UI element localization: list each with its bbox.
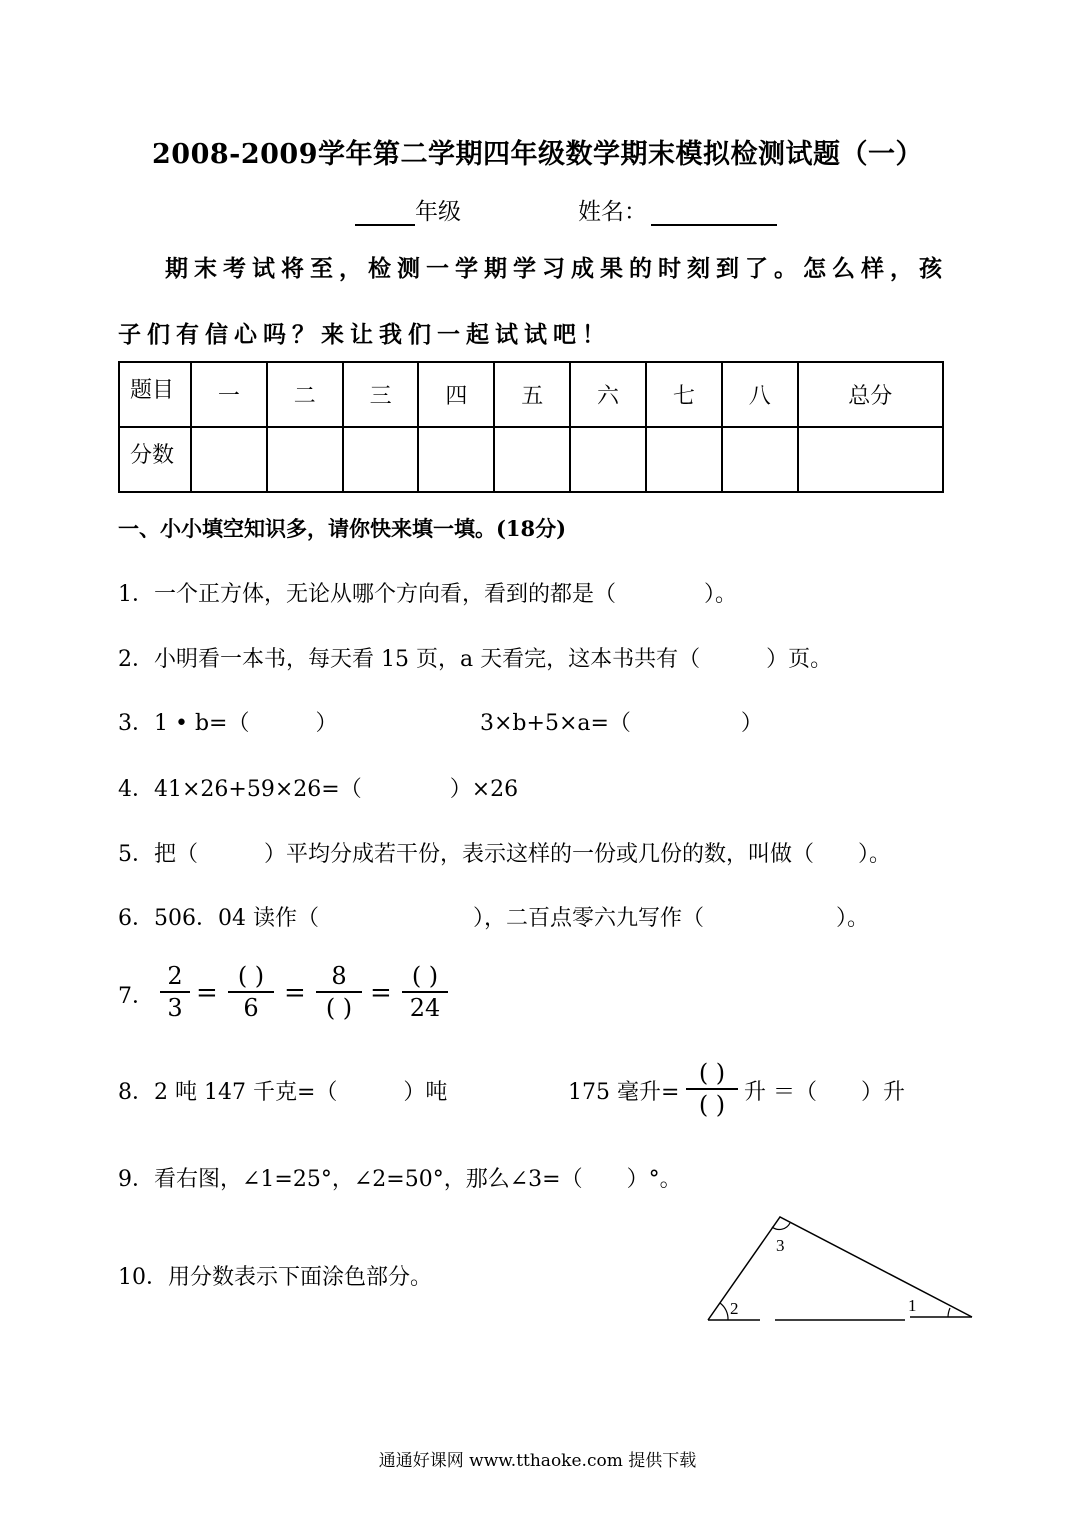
col-header: 五 (494, 362, 570, 427)
score-table-header-row (119, 362, 943, 427)
section-heading: 一、小小填空知识多，请你快来填一填。(18分) (118, 516, 567, 541)
angle-2-label: 2 (730, 1299, 739, 1318)
question-9: 9．看右图，∠1=25°，∠2=50°，那么∠3=（ ）°。 (118, 1167, 682, 1192)
col-header: 七 (646, 362, 722, 427)
question-3b: 3×b+5×a=（ ） (480, 711, 763, 736)
col-header: 六 (570, 362, 646, 427)
numerator: 8 (331, 962, 347, 990)
score-cell[interactable] (343, 427, 419, 492)
score-cell[interactable] (570, 427, 646, 492)
question-2: 2．小明看一本书，每天看 15 页，a 天看完，这本书共有（ ）页。 (118, 647, 833, 672)
score-cell[interactable] (267, 427, 343, 492)
angle-3-label: 3 (776, 1236, 785, 1255)
col-header: 三 (343, 362, 419, 427)
numerator-blank[interactable]: ( ) (698, 1059, 726, 1087)
grade-label: 年级 (415, 199, 461, 225)
score-cell[interactable] (191, 427, 267, 492)
triangle-figure (700, 1205, 980, 1330)
row-label-score: 分数 (119, 427, 191, 492)
angle-2-arc (720, 1303, 728, 1320)
equals-sign: = (196, 978, 218, 1008)
question-1: 1．一个正方体，无论从哪个方向看，看到的都是（ ）。 (118, 582, 737, 607)
question-3a: 3．1 • b=（ ） (118, 711, 338, 736)
question-8a: 8．2 吨 147 千克=（ ）吨 (118, 1080, 448, 1105)
score-cell[interactable] (722, 427, 798, 492)
denominator-blank[interactable]: ( ) (698, 1091, 726, 1119)
q7-fraction-4 (402, 963, 448, 1021)
denominator: 3 (167, 994, 183, 1022)
score-table-score-row (119, 427, 943, 492)
question-10: 10．用分数表示下面涂色部分。 (118, 1265, 432, 1290)
angle-1-label: 1 (908, 1296, 917, 1315)
name-blank[interactable] (651, 200, 777, 226)
question-8b-prefix: 175 毫升= (568, 1080, 680, 1105)
col-header: 二 (267, 362, 343, 427)
q7-fraction-1 (160, 963, 190, 1021)
question-8b-suffix: 升 ＝（ ）升 (744, 1080, 905, 1105)
q8-fraction (686, 1060, 738, 1118)
numerator-blank[interactable]: ( ) (237, 962, 265, 990)
denominator-blank[interactable]: ( ) (325, 994, 353, 1022)
row-label-question: 题目 (119, 362, 191, 427)
score-cell[interactable] (646, 427, 722, 492)
col-header: 八 (722, 362, 798, 427)
col-header: 四 (418, 362, 494, 427)
q7-fraction-3 (316, 963, 362, 1021)
question-6: 6．506．04 读作（ ），二百点零六九写作（ ）。 (118, 906, 869, 931)
denominator: 24 (409, 994, 441, 1022)
grade-blank[interactable] (355, 200, 415, 226)
col-header: 总分 (798, 362, 943, 427)
footer: 通通好课网 www.tthaoke.com 提供下载 (378, 1451, 697, 1471)
question-7-label: 7． (118, 984, 154, 1009)
name-field (578, 193, 777, 226)
col-header: 一 (191, 362, 267, 427)
triangle-sides (708, 1217, 972, 1320)
numerator: 2 (167, 962, 183, 990)
score-cell[interactable] (494, 427, 570, 492)
page-title: 2008-2009学年第二学期四年级数学期末模拟检测试题（一） (152, 139, 923, 170)
equals-sign: = (284, 978, 306, 1008)
name-label: 姓名： (578, 199, 647, 225)
denominator: 6 (243, 994, 259, 1022)
question-4: 4．41×26+59×26=（ ）×26 (118, 777, 519, 802)
q7-fraction-2 (228, 963, 274, 1021)
score-cell[interactable] (418, 427, 494, 492)
score-cell[interactable] (798, 427, 943, 492)
score-table (118, 361, 944, 493)
intro-line-2: 子们有信心吗？来让我们一起试试吧！ (118, 321, 611, 348)
angle-1-arc (948, 1308, 950, 1317)
question-5: 5．把（ ）平均分成若干份，表示这样的一份或几份的数，叫做（ ）。 (118, 842, 891, 867)
numerator-blank[interactable]: ( ) (411, 962, 439, 990)
equals-sign: = (370, 978, 392, 1008)
intro-line-1: 期末考试将至，检测一学期学习成果的时刻到了。怎么样，孩 (165, 255, 948, 282)
grade-field (355, 193, 461, 226)
